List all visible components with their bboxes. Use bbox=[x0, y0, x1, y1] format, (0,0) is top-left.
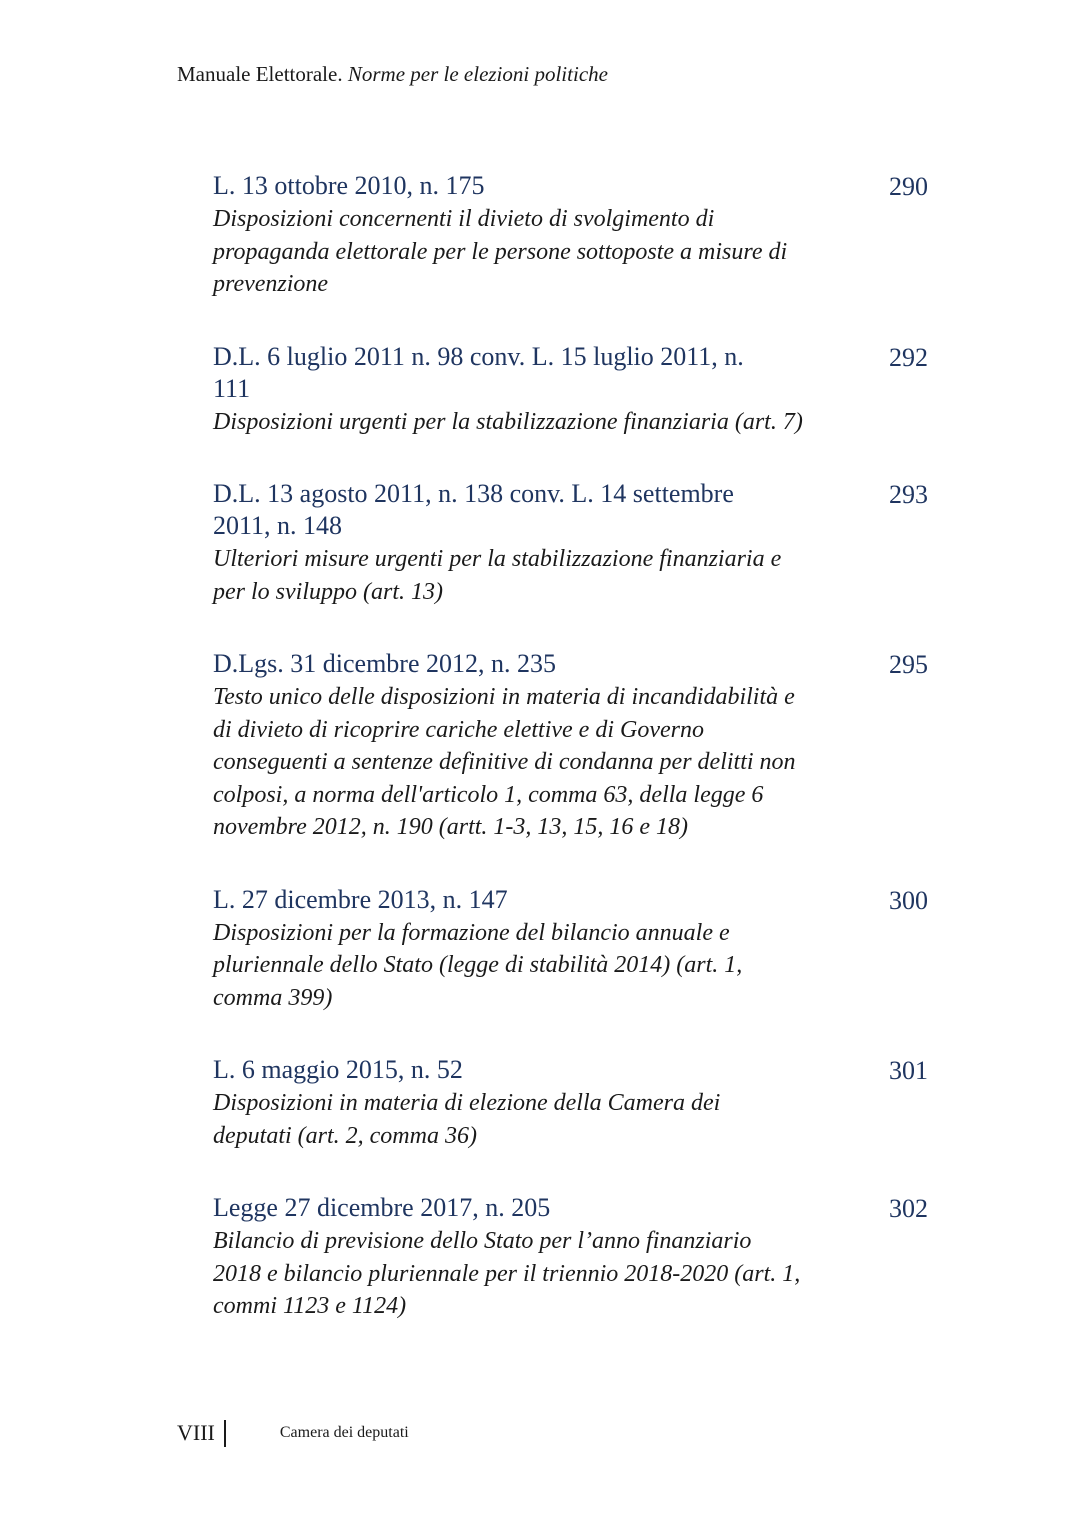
toc-entry[interactable] bbox=[213, 341, 933, 439]
footer-divider bbox=[224, 1420, 226, 1447]
toc-entry-law: D.L. 13 agosto 2011, n. 138 conv. L. 14 settembre 2011, n. 148 bbox=[213, 479, 734, 540]
toc-entry-law: L. 6 maggio 2015, n. 52 bbox=[213, 1055, 463, 1084]
toc-entry-description: Disposizioni concernenti il divieto di svolgimento di propaganda elettorale per le persone sottoposte a misure di prevenzione bbox=[213, 206, 788, 297]
toc-entry-law: Legge 27 dicembre 2017, n. 205 bbox=[213, 1193, 551, 1222]
toc-entry-page: 290 bbox=[889, 172, 928, 201]
page-footer bbox=[177, 1418, 409, 1448]
toc-entry-description: Disposizioni per la formazione del bilancio annuale e pluriennale dello Stato (legge di stabilità 2014) (art. 1, comma 399) bbox=[213, 919, 743, 1011]
table-of-contents bbox=[213, 170, 933, 1363]
toc-entry-description: Disposizioni in materia di elezione della Camera dei deputati (art. 2, comma 36) bbox=[213, 1090, 721, 1149]
toc-entry-page: 295 bbox=[889, 650, 928, 679]
toc-entry[interactable] bbox=[213, 478, 933, 608]
toc-entry-page: 300 bbox=[889, 885, 928, 915]
toc-entry-page: 293 bbox=[889, 480, 928, 509]
toc-entry-page: 292 bbox=[889, 342, 928, 372]
toc-entry-law: L. 27 dicembre 2013, n. 147 bbox=[213, 884, 508, 914]
header-title: Manuale Elettorale. bbox=[177, 62, 343, 86]
toc-entry-description: Ulteriori misure urgenti per la stabilizzazione finanziaria e per lo sviluppo (art. 13) bbox=[213, 546, 782, 605]
toc-entry-page: 301 bbox=[889, 1056, 928, 1085]
toc-entry-description: Testo unico delle disposizioni in materia di incandidabilità e di divieto di ricoprire cariche elettive e di Governo conseguenti a sentenze definitive di condanna per delitti non colposi, a norma dell'articolo 1, comma 63, della legge 6 novembre 2012, n. 190 (artt. 1-3, 13, 15, 16 e 18) bbox=[213, 684, 796, 840]
toc-entry[interactable] bbox=[213, 1054, 933, 1152]
toc-entry[interactable] bbox=[213, 648, 933, 844]
toc-entry-description: Bilancio di previsione dello Stato per l’anno finanziario 2018 e bilancio pluriennale per il triennio 2018-2020 (art. 1, commi 1123 e 1124) bbox=[213, 1228, 801, 1319]
header-subtitle: Norme per le elezioni politiche bbox=[347, 62, 608, 86]
toc-entry-description: Disposizioni urgenti per la stabilizzazione finanziaria (art. 7) bbox=[213, 408, 803, 435]
toc-entry[interactable] bbox=[213, 884, 933, 1015]
page-number: VIII bbox=[177, 1420, 215, 1445]
toc-entry[interactable] bbox=[213, 1192, 933, 1323]
toc-entry[interactable] bbox=[213, 170, 933, 301]
toc-entry-page: 302 bbox=[889, 1194, 928, 1223]
running-header bbox=[177, 62, 608, 87]
toc-entry-law: D.Lgs. 31 dicembre 2012, n. 235 bbox=[213, 649, 557, 678]
footer-publisher: Camera dei deputati bbox=[279, 1424, 409, 1441]
toc-entry-law: L. 13 ottobre 2010, n. 175 bbox=[213, 171, 485, 200]
toc-entry-law: D.L. 6 luglio 2011 n. 98 conv. L. 15 luglio 2011, n. 111 bbox=[213, 341, 744, 403]
